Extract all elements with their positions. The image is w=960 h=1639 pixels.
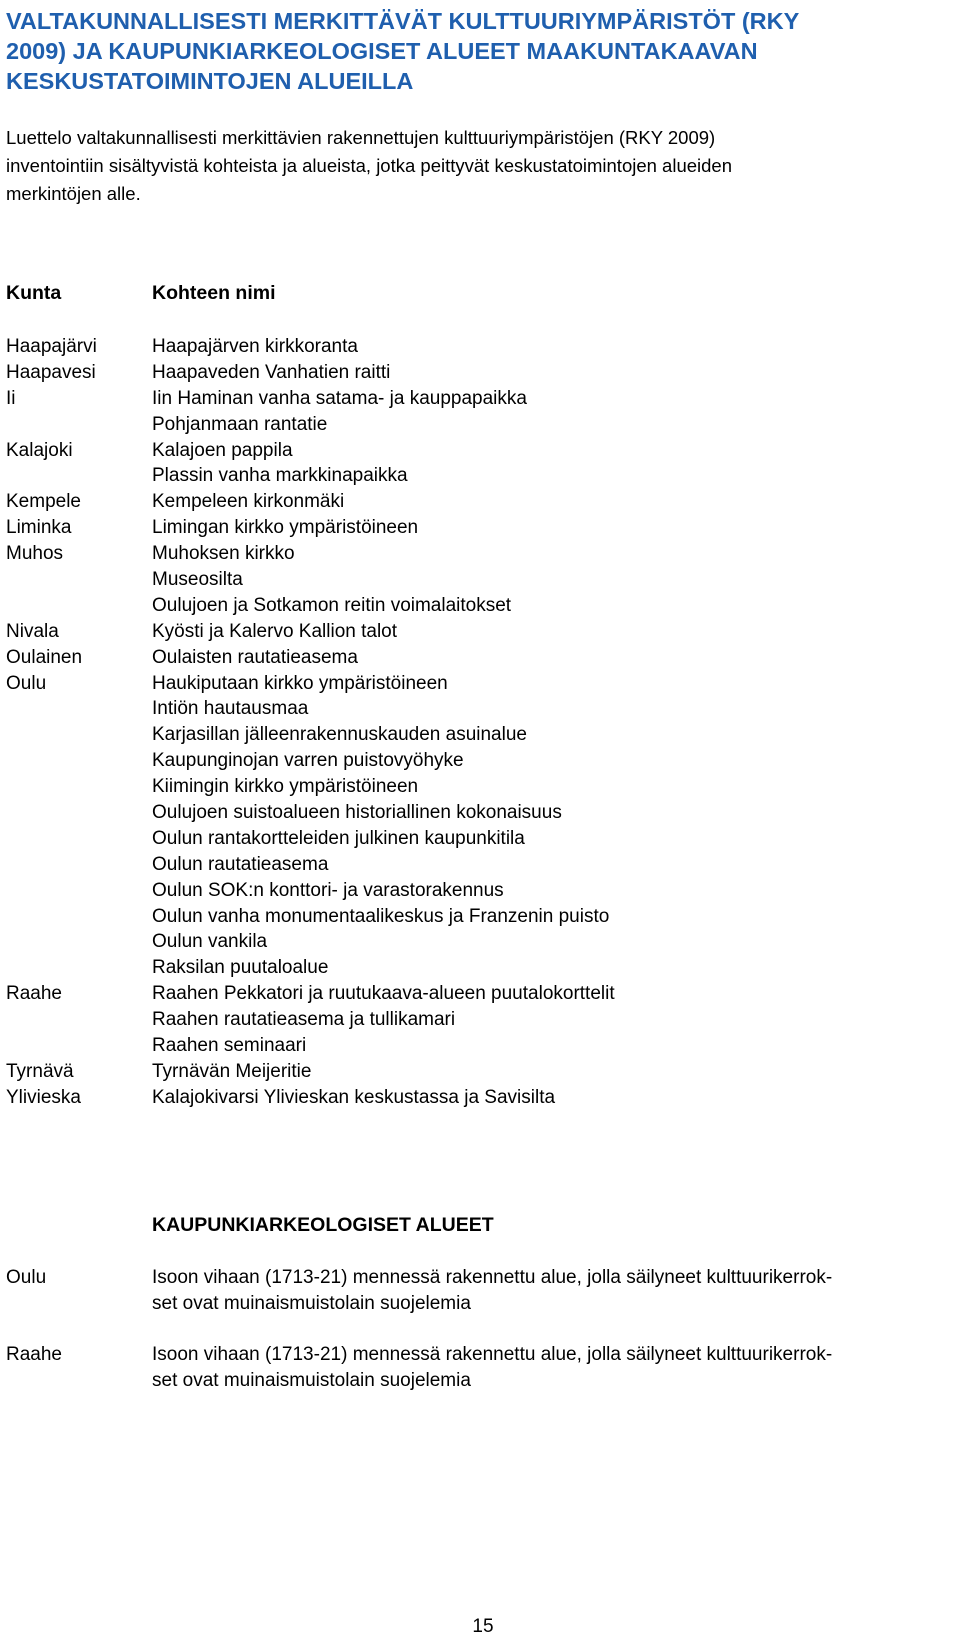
table-row [0,748,960,774]
row-site-name: Museosilta [152,569,243,591]
row-site-name: Raahen Pekkatori ja ruutukaava-alueen puutalokorttelit [152,983,615,1005]
page-title-line: KESKUSTATOIMINTOJEN ALUEILLA [6,68,414,94]
archaeology-row [0,1342,960,1394]
row-site-name: Oulun rautatieasema [152,853,329,875]
table-row [0,645,960,671]
archaeology-row [0,1265,960,1317]
table-row [0,334,960,360]
table-row [0,1033,960,1059]
row-municipality: Raahe [6,983,62,1005]
row-municipality: Tyrnävä [6,1060,74,1082]
table-row [0,515,960,541]
archaeology-municipality: Raahe [6,1344,62,1365]
row-site-name: Raksilan puutaloalue [152,957,329,979]
table-row [0,1059,960,1085]
row-site-name: Kempeleen kirkonmäki [152,491,345,513]
archaeology-description [152,1342,960,1394]
page-number: 15 [472,1616,494,1637]
column-header-site-name: Kohteen nimi [152,282,276,304]
row-municipality: Ylivieska [6,1086,81,1108]
page-title [6,6,946,96]
table-row [0,360,960,386]
row-site-name: Muhoksen kirkko [152,543,295,565]
archaeology-description-line: Isoon vihaan (1713-21) mennessä rakennettu alue, jolla säilyneet kulttuurikerrok- [152,1267,833,1288]
archaeology-description-line: set ovat muinaismuistolain suojelemia [152,1293,471,1314]
column-header-municipality: Kunta [6,282,62,304]
row-site-name: Oulun rantakortteleiden julkinen kaupunkitila [152,827,525,849]
intro-line: merkintöjen alle. [6,183,141,204]
row-municipality: Nivala [6,620,59,642]
table-row [0,412,960,438]
table-row [0,386,960,412]
table-row [0,826,960,852]
archaeology-description-line: Isoon vihaan (1713-21) mennessä rakennettu alue, jolla säilyneet kulttuurikerrok- [152,1344,833,1365]
table-row [0,489,960,515]
row-site-name: Haukiputaan kirkko ympäristöineen [152,672,448,694]
row-municipality: Haapajärvi [6,336,97,357]
table-row [0,463,960,489]
table-row [0,593,960,619]
table-row [0,800,960,826]
table-row [0,955,960,981]
row-site-name: Kyösti ja Kalervo Kallion talot [152,620,398,642]
row-site-name: Oulun SOK:n konttori- ja varastorakennus [152,879,504,901]
row-site-name: Haapaveden Vanhatien raitti [152,361,391,383]
row-site-name: Karjasillan jälleenrakennuskauden asuinalue [152,724,527,746]
row-municipality: Oulainen [6,646,83,668]
row-site-name: Pohjanmaan rantatie [152,413,328,435]
table-row [0,722,960,748]
table-row [0,671,960,697]
row-site-name: Oulun vankila [152,931,268,953]
table-row [0,878,960,904]
row-site-name: Oulujoen ja Sotkamon reitin voimalaitokset [152,594,512,616]
intro-line: inventointiin sisältyvistä kohteista ja alueista, jotka peittyvät keskustatoimintojen alueiden [6,155,733,176]
row-site-name: Raahen rautatieasema ja tullikamari [152,1009,456,1031]
table-row [0,541,960,567]
table-row [0,981,960,1007]
row-municipality: Oulu [6,672,47,694]
row-site-name: Kaupunginojan varren puistovyöhyke [152,750,464,772]
row-site-name: Limingan kirkko ympäristöineen [152,517,419,539]
row-municipality: Liminka [6,517,72,539]
intro-line: Luettelo valtakunnallisesti merkittävien rakennettujen kulttuuriympäristöjen (RKY 2009) [6,127,716,148]
table-row [0,774,960,800]
table-row [0,1085,960,1111]
table-row [0,567,960,593]
table-row [0,438,960,464]
row-site-name: Tyrnävän Meijeritie [152,1060,312,1082]
archaeology-municipality: Oulu [6,1267,47,1288]
row-municipality: Muhos [6,543,64,565]
rky-table-header [0,280,960,306]
row-municipality: Haapavesi [6,361,96,383]
table-row [0,852,960,878]
table-row [0,696,960,722]
row-site-name: Iin Haminan vanha satama- ja kauppapaikka [152,387,527,409]
archaeology-description-line: set ovat muinaismuistolain suojelemia [152,1370,471,1391]
row-site-name: Plassin vanha markkinapaikka [152,465,408,487]
archaeology-description [152,1265,960,1317]
row-site-name: Kalajokivarsi Ylivieskan keskustassa ja Savisilta [152,1086,556,1108]
intro-paragraph [6,124,946,208]
row-site-name: Oulun vanha monumentaalikeskus ja Franzenin puisto [152,905,610,927]
row-site-name: Kalajoen pappila [152,439,293,461]
row-site-name: Kiimingin kirkko ympäristöineen [152,776,419,798]
archaeology-section-title: KAUPUNKIARKEOLOGISET ALUEET [152,1214,494,1236]
page-title-line: VALTAKUNNALLISESTI MERKITTÄVÄT KULTTUURIYMPÄRISTÖT (RKY [6,8,800,34]
table-row [0,929,960,955]
row-municipality: Kalajoki [6,439,73,461]
rky-sites-table [0,334,960,1111]
table-row [0,619,960,645]
page-title-line: 2009) JA KAUPUNKIARKEOLOGISET ALUEET MAAKUNTAKAAVAN [6,38,758,64]
table-row [0,1007,960,1033]
row-municipality: Ii [6,387,16,409]
table-row [0,904,960,930]
row-site-name: Haapajärven kirkkoranta [152,336,358,357]
row-site-name: Intiön hautausmaa [152,698,309,720]
row-site-name: Oulaisten rautatieasema [152,646,358,668]
row-municipality: Kempele [6,491,81,513]
row-site-name: Oulujoen suistoalueen historiallinen kokonaisuus [152,802,562,824]
row-site-name: Raahen seminaari [152,1035,307,1057]
